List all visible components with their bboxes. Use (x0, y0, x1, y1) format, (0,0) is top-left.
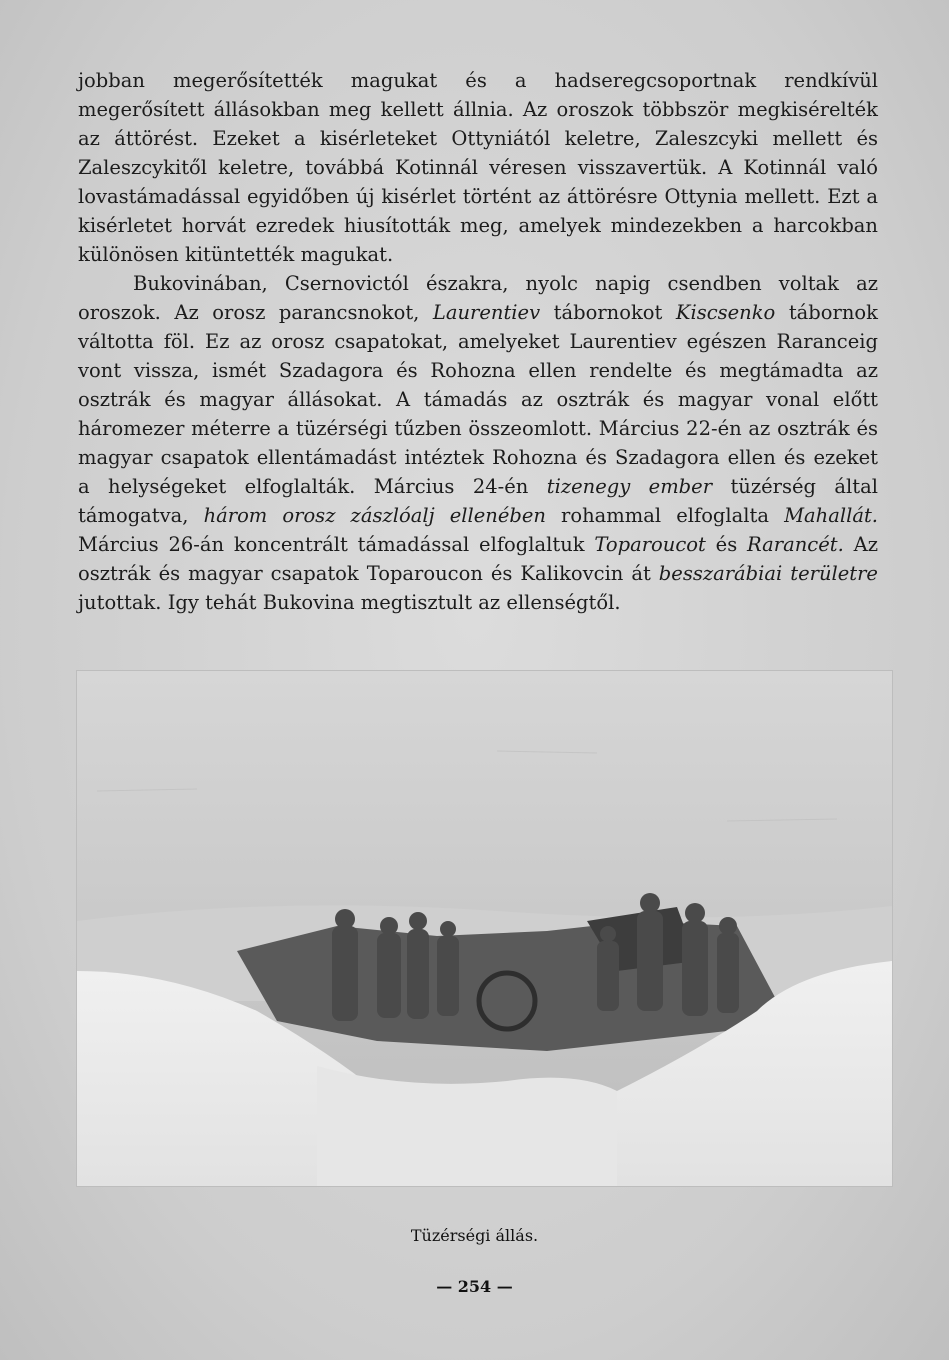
photo-caption: Tüzérségi állás. (410, 1226, 539, 1245)
artillery-position-photo (76, 670, 893, 1187)
paragraph-1: jobban megerősítették magukat és a hadseregcsoportnak rendkívül megerősített állásokban meg kellett állnia. Az oroszok többször megkisérelték az áttörést. Ezeket a kisérleteket Ottyniától keletre, Zaleszcyki mellett és Zaleszcykitől keletre, továbbá Kotinnál véresen visszavertük. A Kotinnál való lovastámadással egyidőben új kisérlet történt az áttörésre Ottynia mellett. Ezt a kisérletet horvát ezredek hiusították meg, amelyek mindezekben a harcokban különösen kitüntették magukat. (78, 69, 878, 266)
body-text (78, 66, 878, 617)
page-number: — 254 — (436, 1277, 513, 1296)
paragraph-2: Bukovinában, Csernovictól északra, nyolc napig csendben voltak az oroszok. Az orosz parancsnokot, Laurentiev tábornokot Kiscsenko tábornok váltotta föl. Ez az orosz csapatokat, amelyeket Laurentiev egészen Raranceig vont vissza, ismét Szadagora és Rohozna ellen rendelte és megtámadta az osztrák és magyar állásokat. A támadás az osztrák és magyar vonal előtt háromezer méterre a tüzérségi tűzben összeomlott. Március 22-én az osztrák és magyar csapatok ellentámadást intéztek Rohozna és Szadagora ellen és ezeket a helységeket elfoglalták. Március 24-én tizenegy ember tüzérség által támogatva, három orosz zászlóalj ellenében rohammal elfoglalta Mahallát. Március 26-án koncentrált támadással elfoglaltuk Toparoucot és Rarancét. Az osztrák és magyar csapatok Toparoucon és Kalikovcin át besszarábiai területre jutottak. Igy tehát Bukovina megtisztult az ellenségtől. (78, 272, 878, 614)
